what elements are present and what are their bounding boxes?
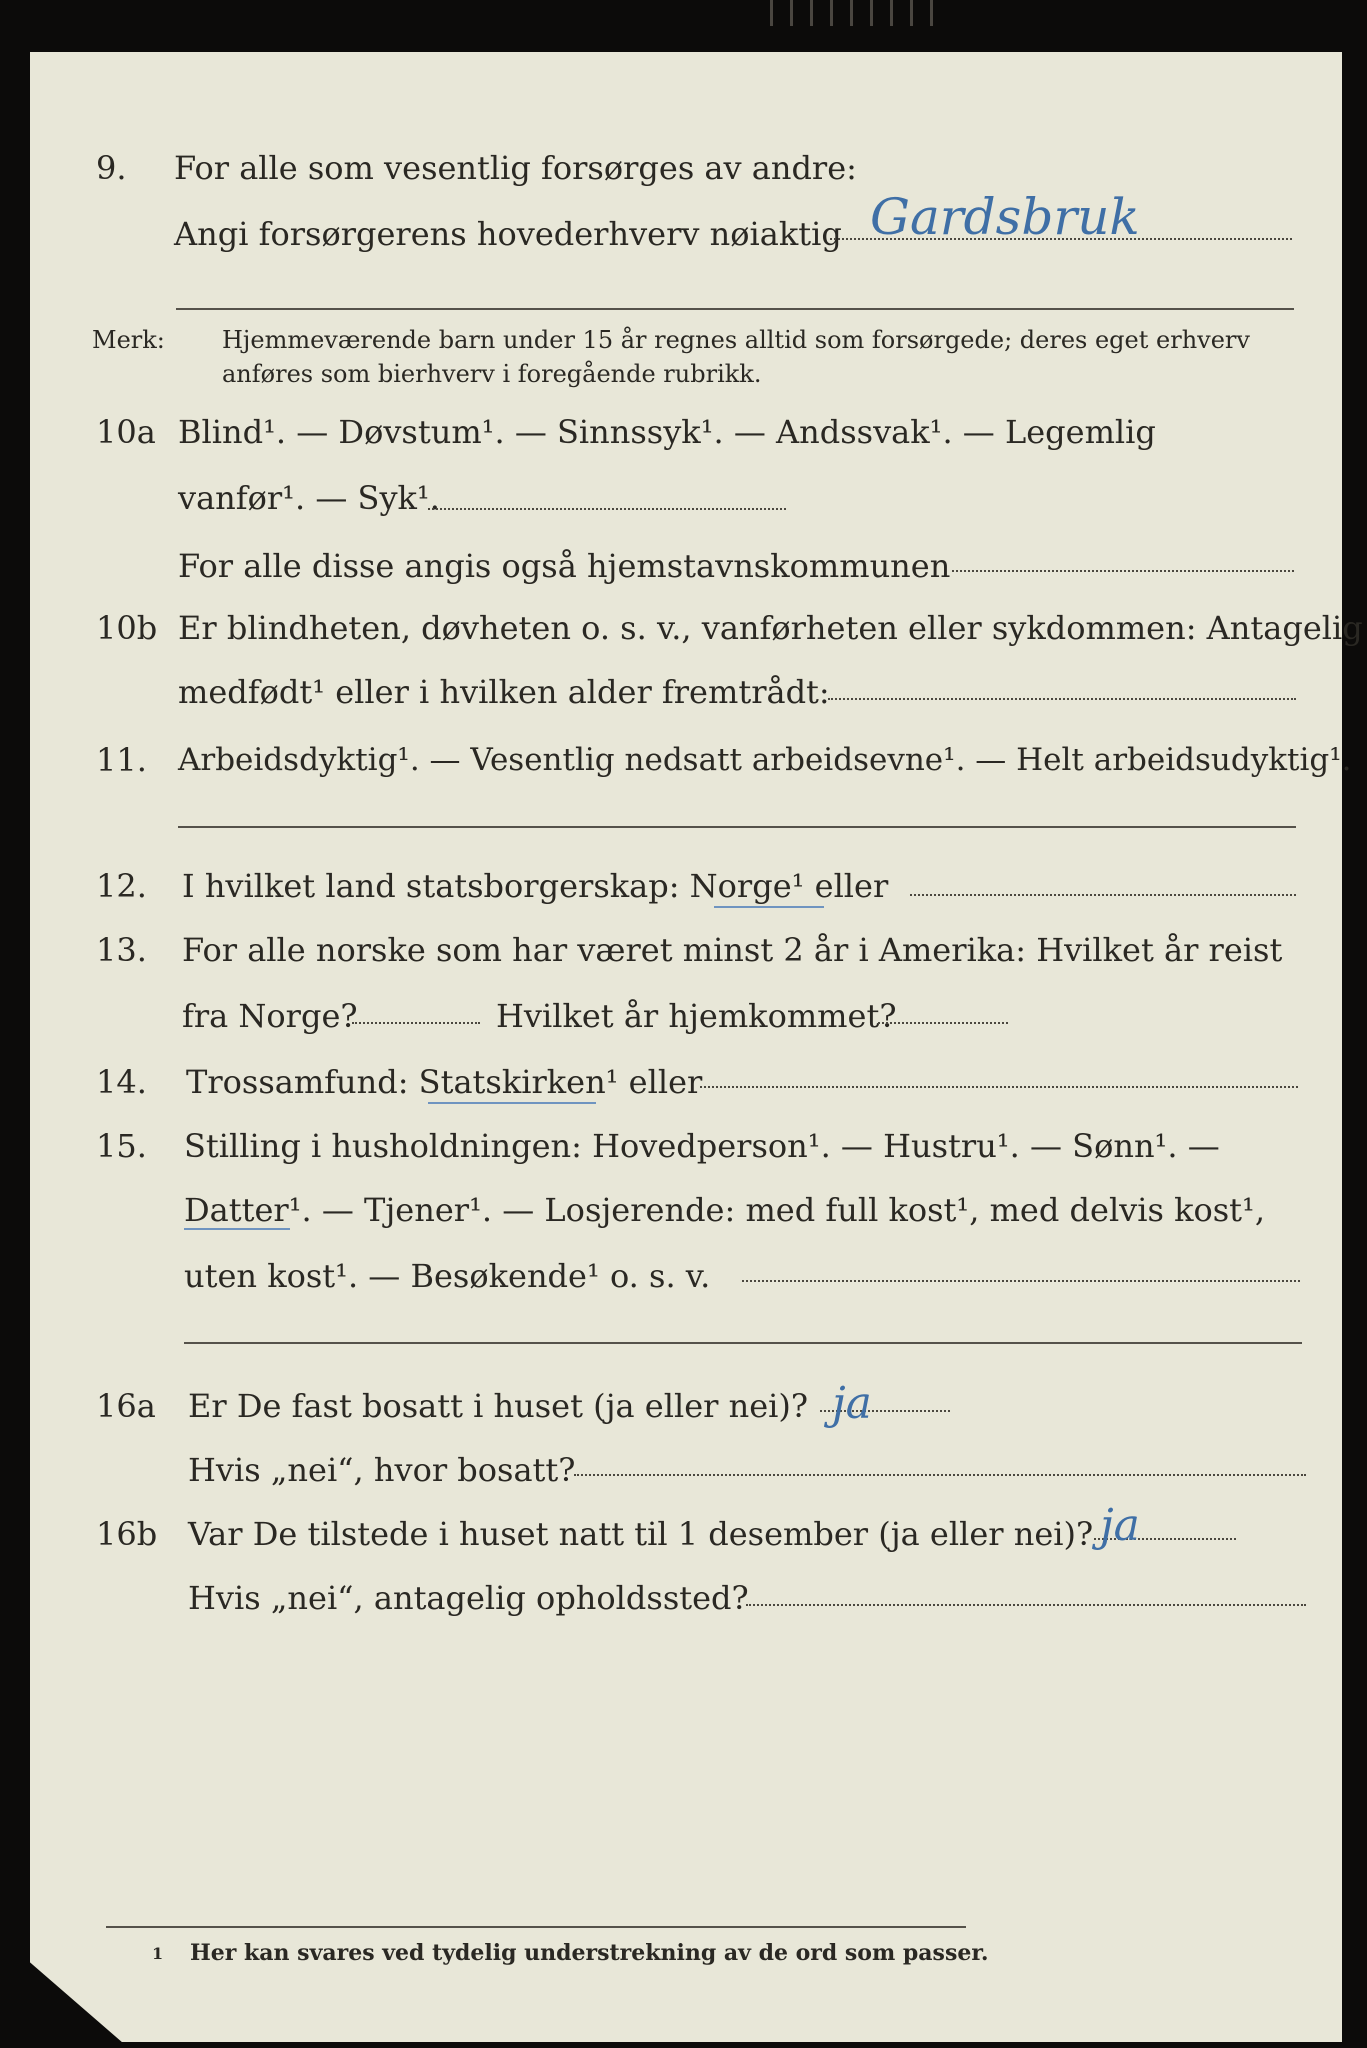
q16a-text: Er De fast bosatt i huset (ja eller nei)?	[188, 1387, 809, 1425]
q15-text3: uten kost¹. — Besøkende¹ o. s. v.	[184, 1257, 711, 1295]
q13-text2a: fra Norge?	[182, 997, 358, 1035]
q13-text2b: Hvilket år hjemkommet?	[496, 997, 897, 1035]
q16b-number: 16b	[96, 1515, 158, 1553]
q10a-text2: vanfør¹. — Syk¹.	[178, 479, 440, 517]
q9-text: For alle som vesentlig forsørges av andre:	[174, 149, 857, 187]
q10b-text: Er blindheten, døvheten o. s. v., vanførheten eller sykdommen: Antagelig	[178, 609, 1363, 647]
q10b-answer-line[interactable]	[828, 698, 1296, 700]
q10a-answer-line[interactable]	[428, 508, 786, 510]
q10a-line1	[0, 404, 1367, 460]
q13-number: 13.	[96, 931, 147, 969]
q9-number: 9.	[96, 149, 127, 187]
q16a-answer: ja	[832, 1378, 872, 1429]
q10b-text2: medfødt¹ eller i hvilken alder fremtrådt:	[178, 673, 830, 711]
q15-text: Stilling i husholdningen: Hovedperson¹. — Hustru¹. — Sønn¹. —	[184, 1127, 1220, 1165]
footnote-text: Her kan svares ved tydelig understrekning av de ord som passer.	[190, 1940, 989, 1966]
q13-line2	[0, 988, 1367, 1044]
q11-text: Arbeidsdyktig¹. — Vesentlig nedsatt arbeidsevne¹. — Helt arbeidsudyktig¹.	[178, 742, 1352, 778]
q10a-line2	[0, 470, 1367, 526]
q10a-municipality-line[interactable]	[952, 570, 1294, 572]
q15-number: 15.	[96, 1127, 147, 1165]
q16a-location-line[interactable]	[574, 1474, 1306, 1476]
q16a-line2	[0, 1442, 1367, 1498]
q14-answer-line[interactable]	[700, 1086, 1298, 1088]
q10b-line1	[0, 600, 1367, 656]
q10a-number: 10a	[96, 413, 156, 451]
q15-continuation-line[interactable]	[184, 1342, 1302, 1344]
q14-text: Trossamfund: Statskirken¹ eller	[186, 1063, 703, 1101]
q13-departure-line[interactable]	[352, 1022, 480, 1024]
q16b-line2	[0, 1570, 1367, 1626]
note-line1: Hjemmeværende barn under 15 år regnes alltid som forsørgede; deres eget erhverv	[222, 326, 1250, 354]
q12-underline-norge	[714, 906, 824, 908]
q9-answer: Gardsbruk	[870, 188, 1140, 246]
q16b-text: Var De tilstede i huset natt til 1 desember (ja eller nei)?	[188, 1515, 1094, 1553]
footnote-mark: 1	[152, 1944, 164, 1963]
q9-prompt: Angi forsørgerens hovederhverv nøiaktig	[174, 215, 842, 253]
q16a-text2: Hvis „nei“, hvor bosatt?	[188, 1451, 576, 1489]
q11-answer-line[interactable]	[178, 826, 1296, 828]
q14-number: 14.	[96, 1063, 147, 1101]
q13-text: For alle norske som har været minst 2 år i Amerika: Hvilket år reist	[182, 931, 1283, 969]
q9-line2	[0, 206, 1367, 262]
q14-line1	[0, 1054, 1367, 1110]
q16b-location-line[interactable]	[746, 1604, 1306, 1606]
q12-answer-line[interactable]	[910, 894, 1296, 896]
q11-line1	[0, 732, 1367, 788]
note-label: Merk:	[92, 326, 165, 354]
q10b-number: 10b	[96, 609, 158, 647]
q10b-line2	[0, 664, 1367, 720]
q12-number: 12.	[96, 867, 147, 905]
q14-underline-statskirken	[428, 1102, 596, 1104]
q16a-number: 16a	[96, 1387, 156, 1425]
q16b-answer: ja	[1100, 1500, 1140, 1551]
note-line2: anføres som bierhverv i foregående rubrikk.	[222, 360, 762, 388]
q11-number: 11.	[96, 741, 147, 779]
q16b-text2: Hvis „nei“, antagelig opholdssted?	[188, 1579, 749, 1617]
q10a-text3: For alle disse angis også hjemstavnskommunen	[178, 547, 951, 585]
q16b-line1	[0, 1506, 1367, 1562]
q13-line1	[0, 922, 1367, 978]
q15-text2: Datter¹. — Tjener¹. — Losjerende: med full kost¹, med delvis kost¹,	[184, 1191, 1266, 1229]
q10a-text: Blind¹. — Døvstum¹. — Sinnssyk¹. — Andssvak¹. — Legemlig	[178, 413, 1156, 451]
q9-line1	[0, 140, 1367, 196]
q15-line1	[0, 1118, 1367, 1174]
q10a-line3	[0, 538, 1367, 594]
footnote-rule	[106, 1926, 966, 1928]
q12-line1	[0, 858, 1367, 914]
q16a-line1	[0, 1378, 1367, 1434]
q15-line3	[0, 1248, 1367, 1304]
q12-text: I hvilket land statsborgerskap: Norge¹ eller	[182, 867, 889, 905]
q15-underline-datter	[184, 1228, 290, 1230]
q9-continuation-line[interactable]	[176, 308, 1294, 310]
q13-return-line[interactable]	[878, 1022, 1008, 1024]
q15-answer-line[interactable]	[742, 1280, 1300, 1282]
